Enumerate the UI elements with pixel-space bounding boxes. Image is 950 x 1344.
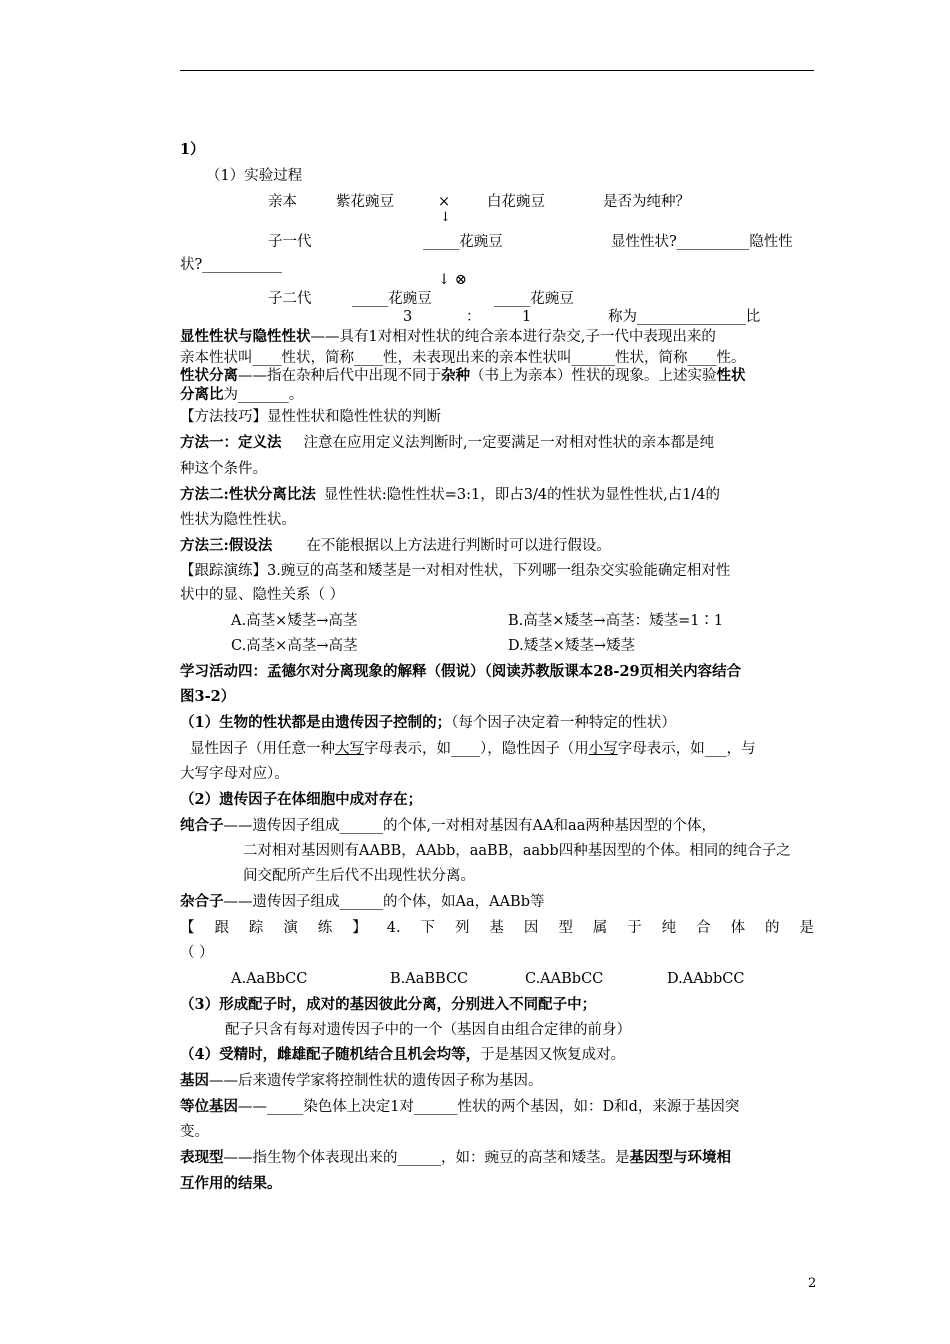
section-number: 1） bbox=[180, 141, 205, 158]
self-cross-icon: ↓ ⊗ bbox=[438, 272, 467, 288]
hypothesis-3: （3）形成配子时，成对的基因彼此分离，分别进入不同配子中； bbox=[180, 996, 597, 1013]
genotype-option-d: D.AAbbCC bbox=[667, 971, 745, 987]
gamete-note: 配子只含有每对遗传因子中的一个（基因自由组合定律的前身） bbox=[225, 1022, 631, 1038]
method-one: 方法一：定义法 注意在应用定义法判断时,一定要满足一对相对性状的亲本都是纯 bbox=[180, 434, 715, 451]
method-two-cont: 性状为隐性性状。 bbox=[180, 512, 296, 528]
method-two: 方法二:性状分离比法 显性性状:隐性性状=3:1，即占3/4的性状为显性性状,占1/4的 bbox=[180, 486, 721, 503]
method-three: 方法三:假设法 在不能根据以上方法进行判断时可以进行假设。 bbox=[180, 537, 611, 554]
recessive-question: 状?___________ bbox=[180, 257, 283, 273]
dominance-definition-cont: 亲本性状叫____性状，简称____性，未表现出来的亲本性状叫______性状，简称____性。 bbox=[180, 350, 746, 366]
f2-blank-1: _____花豌豆 bbox=[352, 291, 432, 307]
hypothesis-4: （4）受精时，雌雄配子随机结合且机会均等，于是基因又恢复成对。 bbox=[180, 1046, 626, 1063]
genotype-option-b: B.AaBBCC bbox=[390, 971, 469, 987]
f1-blank: _____花豌豆 bbox=[423, 234, 503, 250]
option-b: B.高茎×矮茎→高茎：矮茎=1∶1 bbox=[508, 613, 724, 629]
homozygote-definition: 纯合子——遗传因子组成______的个体,一对相对基因有AA和aa两种基因型的个体， bbox=[180, 817, 716, 834]
experiment-process-heading: （1）实验过程 bbox=[206, 168, 303, 184]
f1-label: 子一代 bbox=[268, 234, 312, 250]
activity-four-heading-cont: 图3-2） bbox=[180, 688, 236, 705]
purple-pea: 紫花豌豆 bbox=[336, 194, 394, 210]
option-d: D.矮茎×矮茎→矮茎 bbox=[508, 638, 636, 654]
allele-definition: 等位基因——_____染色体上决定1对______性状的两个基因，如：D和d，来源于基因突 bbox=[180, 1098, 740, 1115]
parent-label: 亲本 bbox=[268, 194, 297, 210]
hypothesis-1: （1）生物的性状都是由遗传因子控制的；（每个因子决定着一种特定的性状） bbox=[180, 714, 676, 731]
option-a: A.高茎×矮茎→高茎 bbox=[231, 613, 358, 629]
f2-blank-2: _____花豌豆 bbox=[494, 291, 574, 307]
practice-4-question: 【跟踪演练】4.下列基因型属于纯合体的是 bbox=[180, 920, 814, 936]
down-arrow-icon: ↓ bbox=[440, 210, 451, 225]
practice-3-question-cont: 状中的显、隐性关系（ ） bbox=[180, 587, 345, 603]
ratio-3: 3 bbox=[403, 309, 413, 325]
dominant-question: 显性性状?__________隐性性 bbox=[611, 234, 793, 250]
ratio-colon: ： bbox=[466, 309, 481, 325]
dominance-definition: 显性性状与隐性性状——具有1对相对性状的纯合亲本进行杂交,子一代中表现出来的 bbox=[180, 328, 716, 345]
phenotype-definition-cont: 互作用的结果。 bbox=[180, 1175, 282, 1192]
factor-notation: 显性因子（用任意一种大写字母表示，如____），隐性因子（用小写字母表示，如___，与 bbox=[190, 741, 756, 757]
phenotype-definition: 表现型——指生物个体表现出来的______，如：豌豆的高茎和矮茎。是基因型与环境相 bbox=[180, 1149, 731, 1166]
ratio-name: 称为_______________比 bbox=[608, 309, 761, 325]
segregation-ratio: 分离比为_______。 bbox=[180, 386, 304, 403]
white-pea: 白花豌豆 bbox=[487, 194, 545, 210]
practice-3-question: 【跟踪演练】3.豌豆的高茎和矮茎是一对相对性状，下列哪一组杂交实验能确定相对性 bbox=[180, 563, 731, 579]
gene-definition: 基因——后来遗传学家将控制性状的遗传因子称为基因。 bbox=[180, 1072, 543, 1089]
hypothesis-2: （2）遗传因子在体细胞中成对存在； bbox=[180, 791, 423, 808]
homozygote-definition-end: 间交配所产生后代不出现性状分离。 bbox=[243, 868, 475, 884]
method-one-cont: 种这个条件。 bbox=[180, 461, 267, 477]
allele-definition-cont: 变。 bbox=[180, 1124, 209, 1140]
cross-symbol: × bbox=[438, 194, 451, 210]
practice-4-paren: （ ） bbox=[180, 945, 214, 961]
genotype-option-a: A.AaBbCC bbox=[231, 971, 308, 987]
header-rule bbox=[180, 70, 814, 71]
method-tips-heading: 【方法技巧】显性性状和隐性性状的判断 bbox=[180, 409, 441, 425]
pure-question: 是否为纯种？ bbox=[603, 194, 690, 210]
f2-label: 子二代 bbox=[268, 291, 312, 307]
genotype-option-c: C.AABbCC bbox=[525, 971, 604, 987]
segregation-definition: 性状分离——指在杂种后代中出现不同于杂种（书上为亲本）性状的现象。上述实验性状 bbox=[180, 367, 746, 384]
ratio-1: 1 bbox=[522, 309, 532, 325]
factor-notation-cont: 大写字母对应）。 bbox=[180, 766, 289, 782]
homozygote-definition-cont: 二对相对基因则有AABB，AAbb，aaBB，aabb四种基因型的个体。相同的纯合子之 bbox=[243, 843, 791, 859]
activity-four-heading: 学习活动四：孟德尔对分离现象的解释（假说）（阅读苏教版课本28-29页相关内容结合 bbox=[180, 663, 742, 680]
heterozygote-definition: 杂合子——遗传因子组成______的个体，如Aa，AABb等 bbox=[180, 893, 545, 910]
option-c: C.高茎×高茎→高茎 bbox=[231, 638, 358, 654]
page-number: 2 bbox=[808, 1276, 817, 1291]
